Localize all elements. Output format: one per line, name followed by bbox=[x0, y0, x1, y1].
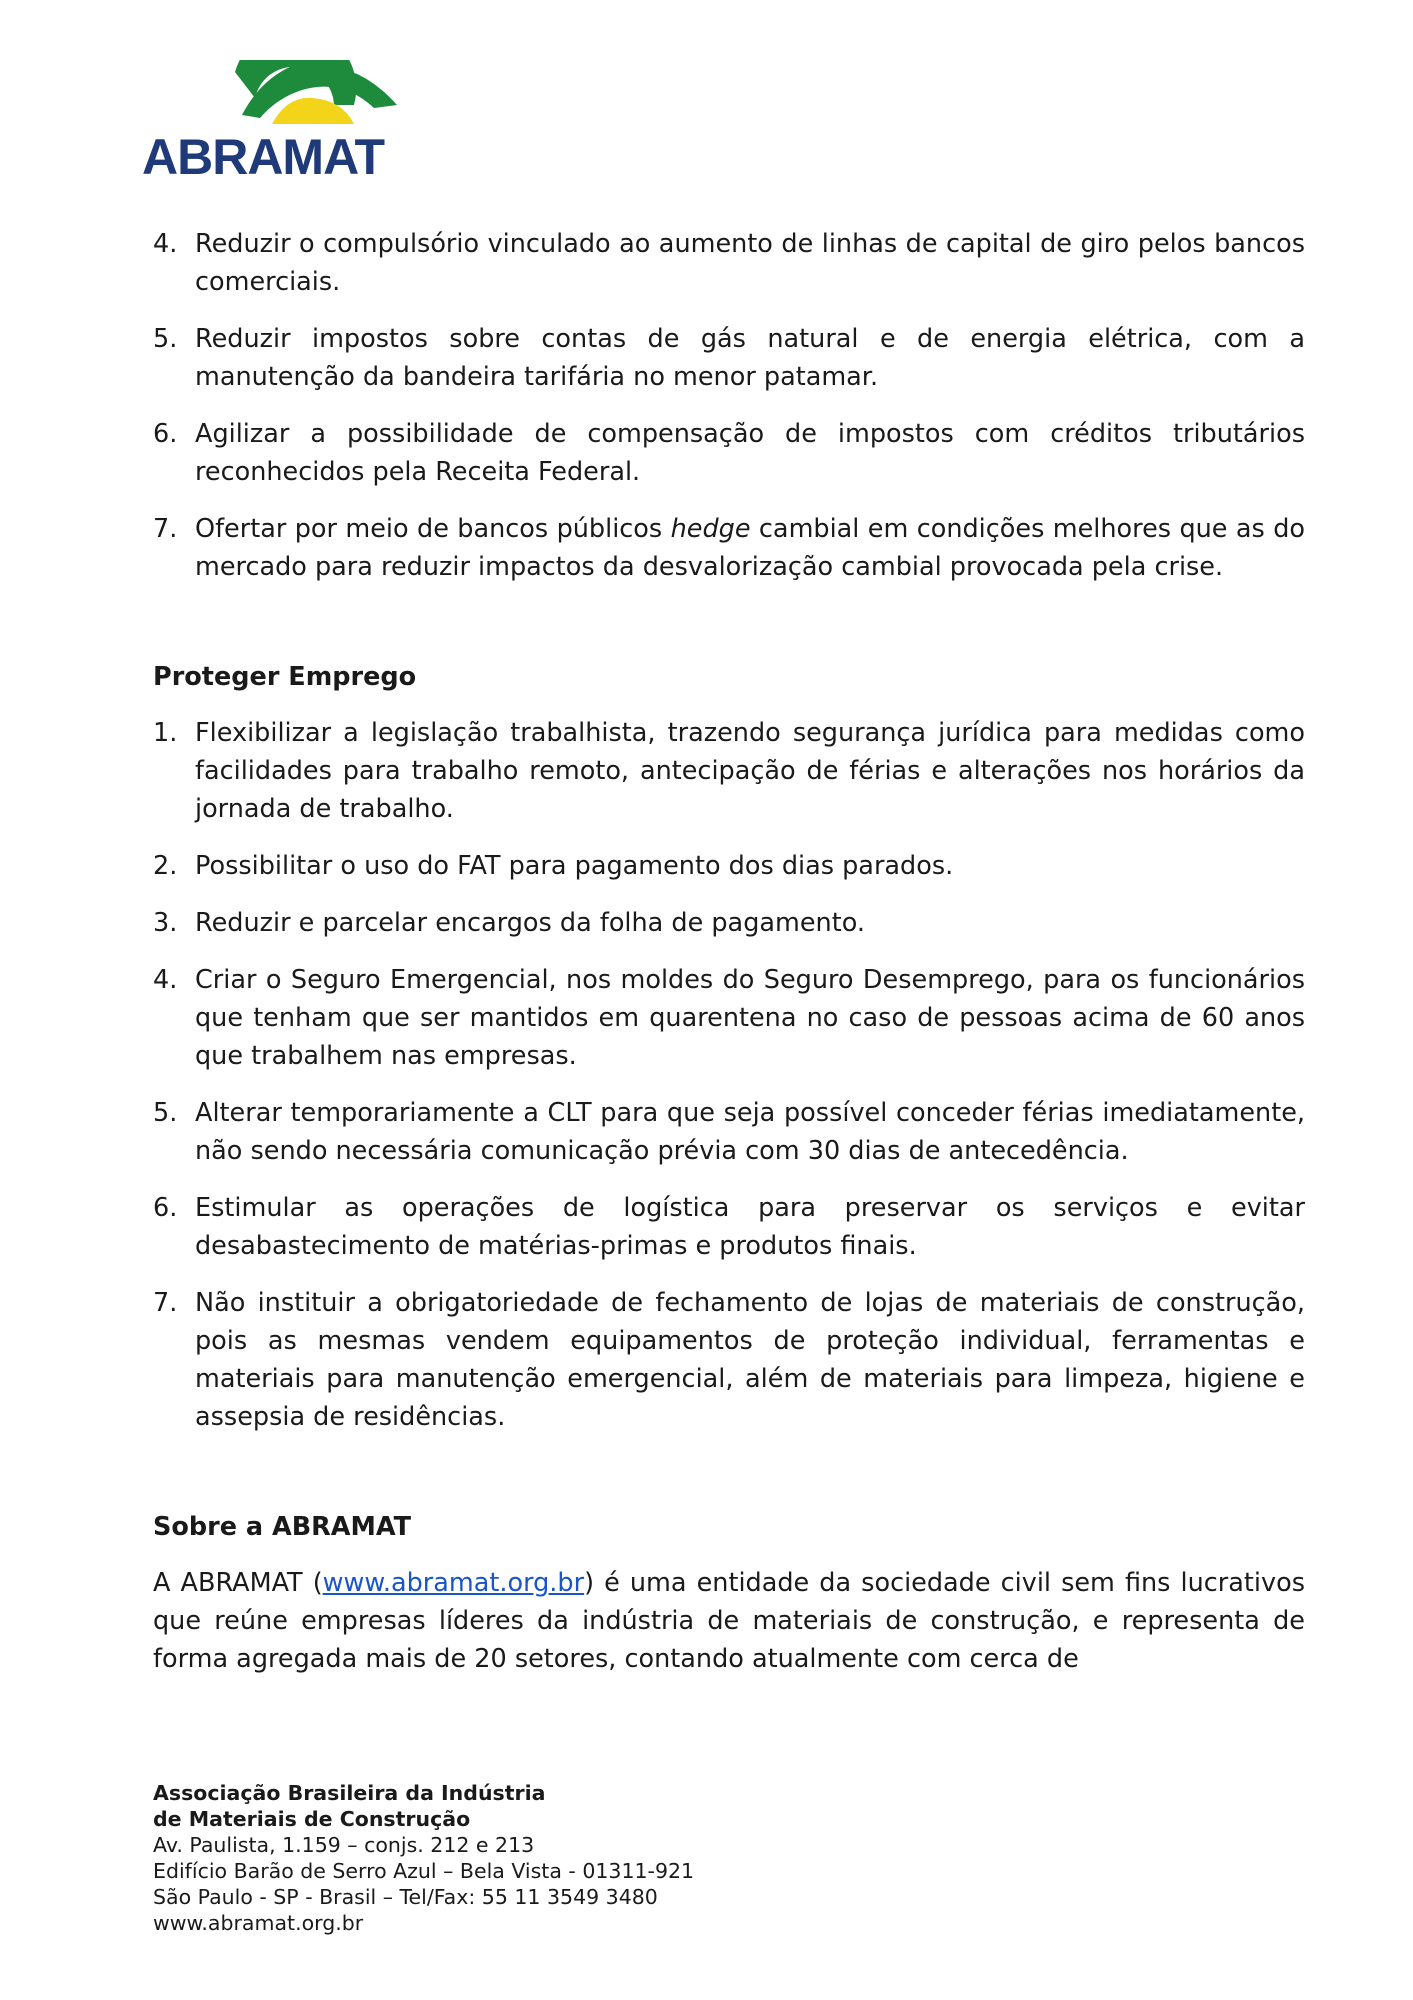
list-item: 6. Estimular as operações de logística para preservar os serviços e evitar desabastecimento de matérias-primas e produtos finais. bbox=[153, 1193, 1305, 1261]
proteger-emprego-list bbox=[153, 714, 1305, 1436]
footer-address-line: Av. Paulista, 1.159 – conjs. 212 e 213 bbox=[153, 1833, 535, 1857]
footer-org-name-2: de Materiais de Construção bbox=[153, 1807, 471, 1831]
abramat-website-link[interactable]: www.abramat.org.br bbox=[322, 1568, 585, 1598]
section-heading-proteger-emprego: Proteger Emprego bbox=[153, 662, 417, 692]
document-body bbox=[153, 225, 1305, 1678]
footer-city-phone-line: São Paulo - SP - Brasil – Tel/Fax: 55 11 3549 3480 bbox=[153, 1885, 658, 1909]
logo-emblem-icon bbox=[142, 60, 412, 135]
list-item: 3. Reduzir e parcelar encargos da folha de pagamento. bbox=[153, 908, 865, 938]
list-item: 5. Reduzir impostos sobre contas de gás natural e de energia elétrica, com a manutenção da bandeira tarifária no menor patamar. bbox=[153, 324, 1305, 392]
abramat-logo bbox=[142, 60, 412, 185]
list-item: 1. Flexibilizar a legislação trabalhista, trazendo segurança jurídica para medidas como facilidades para trabalho remoto, antecipação de férias e alterações nos horários da jornada de trabalho. bbox=[153, 718, 1305, 824]
list-item: 7. Não instituir a obrigatoriedade de fechamento de lojas de materiais de construção, pois as mesmas vendem equipamentos de proteção individual, ferramentas e materiais para manutenção emergencial, além de materiais para limpeza, higiene e assepsia de residências. bbox=[153, 1288, 1305, 1432]
about-paragraph: A ABRAMAT (www.abramat.org.br) é uma entidade da sociedade civil sem fins lucrativos que reúne empresas líderes da indústria de materiais de construção, e representa de forma agregada mais de 20 setores, contando atualmente com cerca de bbox=[153, 1568, 1305, 1674]
footer-org-name-1: Associação Brasileira da Indústria bbox=[153, 1781, 546, 1805]
list-item: 7. Ofertar por meio de bancos públicos hedge cambial em condições melhores que as do mercado para reduzir impactos da desvalorização cambial provocada pela crise. bbox=[153, 514, 1305, 582]
measures-list-continued bbox=[153, 225, 1305, 586]
list-item: 5. Alterar temporariamente a CLT para que seja possível conceder férias imediatamente, não sendo necessária comunicação prévia com 30 dias de antecedência. bbox=[153, 1098, 1305, 1166]
footer-website: www.abramat.org.br bbox=[153, 1911, 364, 1935]
footer-building-line: Edifício Barão de Serro Azul – Bela Vista - 01311-921 bbox=[153, 1859, 695, 1883]
list-item: 4. Criar o Seguro Emergencial, nos moldes do Seguro Desemprego, para os funcionários que tenham que ser mantidos em quarentena no caso de pessoas acima de 60 anos que trabalhem nas empresas. bbox=[153, 965, 1305, 1071]
logo-wordmark: ABRAMAT bbox=[142, 129, 385, 185]
list-item: 6. Agilizar a possibilidade de compensação de impostos com créditos tributários reconhecidos pela Receita Federal. bbox=[153, 419, 1305, 487]
footer-address bbox=[153, 1780, 953, 1936]
section-heading-sobre-abramat: Sobre a ABRAMAT bbox=[153, 1512, 412, 1542]
list-item: 4. Reduzir o compulsório vinculado ao aumento de linhas de capital de giro pelos bancos comerciais. bbox=[153, 229, 1305, 297]
list-item: 2. Possibilitar o uso do FAT para pagamento dos dias parados. bbox=[153, 851, 954, 881]
